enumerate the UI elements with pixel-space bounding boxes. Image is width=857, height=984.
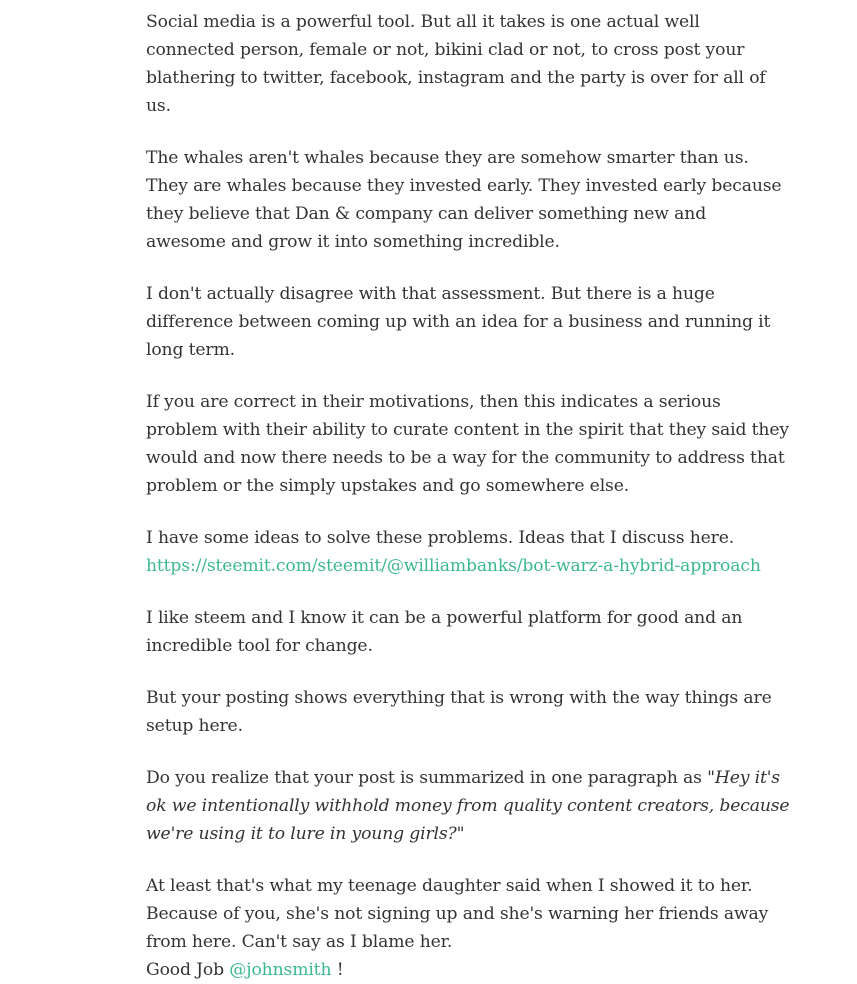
summary-quote: "Hey it's ok we intentionally withhold money from quality content creators, because we're using it to lure in young girls?": [146, 768, 790, 844]
paragraph-1: Social media is a powerful tool. But all it takes is one actual well connected person, female or not, bikini clad or not, to cross post your blathering to twitter, facebook, instagram and the party is over for all of us.: [146, 12, 766, 116]
paragraph-8-text: Do you realize that your post is summarized in one paragraph as: [146, 768, 702, 788]
sign-off-suffix: !: [336, 960, 344, 980]
paragraph-5: [146, 524, 791, 580]
paragraph-9-text: At least that's what my teenage daughter said when I showed it to her. Because of you, she's not signing up and she's warning her friends away from here. Can't say as I blame her.: [146, 876, 769, 952]
paragraph-2: The whales aren't whales because they are somehow smarter than us. They are whales because they invested early. They invested early because they believe that Dan & company can deliver something new and awesome and grow it into something incredible.: [146, 148, 782, 252]
bot-warz-post-link[interactable]: https://steemit.com/steemit/@williambanks/bot-warz-a-hybrid-approach: [146, 556, 761, 576]
paragraph-9: [146, 872, 791, 984]
paragraph-3: I don't actually disagree with that assessment. But there is a huge difference between coming up with an idea for a business and running it long term.: [146, 284, 771, 360]
comment-body: [146, 8, 791, 984]
paragraph-5-text: I have some ideas to solve these problems. Ideas that I discuss here.: [146, 528, 735, 548]
paragraph-6: I like steem and I know it can be a powerful platform for good and an incredible tool for change.: [146, 608, 743, 656]
sign-off-prefix: Good Job: [146, 960, 224, 980]
paragraph-4: If you are correct in their motivations, then this indicates a serious problem with their ability to curate content in the spirit that they said they would and now there needs to be a way for the community to address that problem or the simply upstakes and go somewhere else.: [146, 392, 789, 496]
paragraph-7: But your posting shows everything that is wrong with the way things are setup here.: [146, 688, 772, 736]
paragraph-8: [146, 764, 791, 848]
user-mention-link[interactable]: @johnsmith: [229, 960, 332, 980]
